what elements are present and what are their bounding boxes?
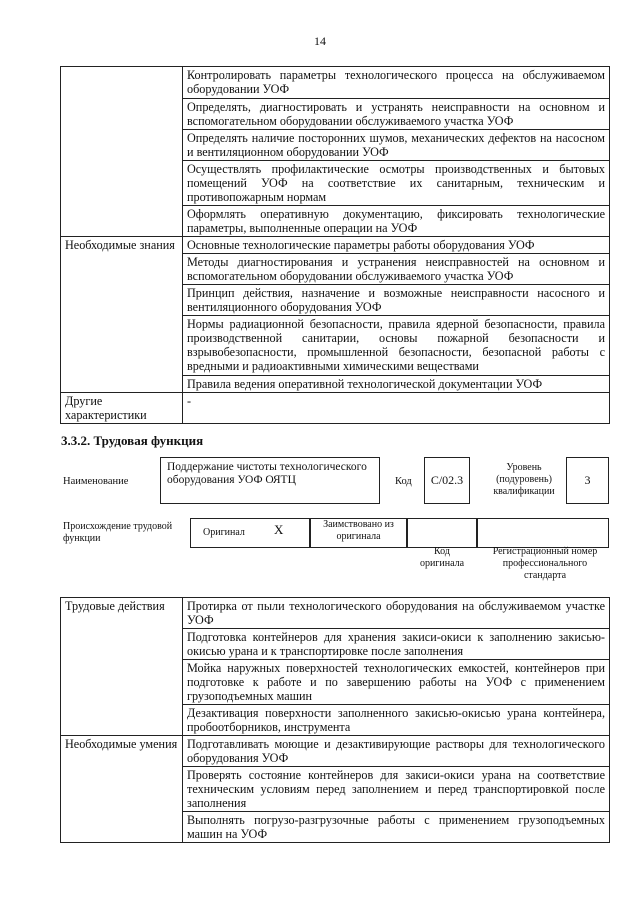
borrowed-label: Заимствовано из оригинала [323, 519, 394, 542]
row-label-other: Другие характеристики [61, 393, 183, 424]
table-cell: Выполнять погрузо-разгрузочные работы с применением грузоподъемных машин на УОФ [183, 812, 610, 843]
labor-function-table [60, 597, 610, 843]
reg-number-box [477, 518, 609, 548]
table-cell: Правила ведения оперативной технологической документации УОФ [183, 376, 610, 393]
level-value: 3 [584, 473, 591, 487]
table-cell: Определять наличие посторонних шумов, механических дефектов на насосном и вентиляционном оборудовании УОФ [183, 130, 610, 161]
table-cell: Мойка наружных поверхностей технологических емкостей, контейнеров при подготовке к работе и по завершению работы на УОФ с применением грузоподъемных машин [183, 660, 610, 705]
original-mark: X [274, 522, 284, 537]
table-cell: Нормы радиационной безопасности, правила ядерной безопасности, правила производственной санитарии, основы пожарной безопасности и взрывобезопасности, промышленной безопасности, безопасной работы с вредными и радиоактивными химическими веществами [183, 316, 610, 376]
code-original-box [407, 518, 477, 548]
table-cell: Осуществлять профилактические осмотры производственных и бытовых помещений УОФ на соответствие их санитарным, техническим и противопожарным нормам [183, 161, 610, 206]
code-label: Код [395, 476, 412, 487]
table-cell: Основные технологические параметры работы оборудования УОФ [183, 237, 610, 254]
table-cell: Контролировать параметры технологического процесса на обслуживаемом оборудовании УОФ [183, 67, 610, 99]
function-name-box [160, 457, 380, 504]
table-cell: Подготавливать моющие и дезактивирующие растворы для технологического оборудования УОФ [183, 736, 610, 767]
row-label-knowledge: Необходимые знания [61, 237, 183, 393]
section-title: 3.3.2. Трудовая функция [61, 433, 204, 448]
table-cell: Дезактивация поверхности заполненного закисью-окисью урана контейнера, пробоотборников, инструмента [183, 705, 610, 736]
code-box [424, 457, 470, 504]
row-label-skills: Необходимые умения [61, 736, 183, 843]
row-label-empty [61, 67, 183, 237]
table-cell: Оформлять оперативную документацию, фиксировать технологические параметры, выполненные операции на УОФ [183, 206, 610, 237]
name-label: Наименование [63, 476, 129, 487]
code-original-label: Код оригинала [419, 546, 465, 569]
table-cell: Методы диагностирования и устранения неисправностей на основном и вспомогательном оборудовании обслуживаемого участка УОФ [183, 254, 610, 285]
table-cell: - [183, 393, 610, 424]
table-cell: Протирка от пыли технологического оборудования на обслуживаемом участке УОФ [183, 598, 610, 629]
reg-number-label: Регистрационный номер профессионального стандарта [492, 546, 598, 581]
table-cell: Проверять состояние контейнеров для закиси-окиси урана на соответствие техническим условиям перед заполнением и перед транспортировкой после заполнения [183, 767, 610, 812]
original-label: Оригинал [203, 527, 245, 538]
level-label: Уровень (подуровень) квалификации [493, 462, 555, 497]
table-cell: Принцип действия, назначение и возможные неисправности насосного и вентиляционного оборудования УОФ [183, 285, 610, 316]
function-name: Поддержание чистоты технологического оборудования УОФ ОЯТЦ [167, 461, 367, 486]
code-value: С/02.3 [430, 473, 464, 487]
row-label-actions: Трудовые действия [61, 598, 183, 736]
page-number: 14 [314, 34, 326, 48]
origin-label: Происхождение трудовой функции [63, 521, 173, 544]
table-cell: Определять, диагностировать и устранять неисправности на основном и вспомогательном оборудовании обслуживаемого участка УОФ [183, 99, 610, 130]
skills-table-continued [60, 66, 610, 424]
table-cell: Подготовка контейнеров для хранения закиси-окиси к заполнению закисью-окисью урана и к транспортировке после заполнения [183, 629, 610, 660]
level-box [566, 457, 609, 504]
